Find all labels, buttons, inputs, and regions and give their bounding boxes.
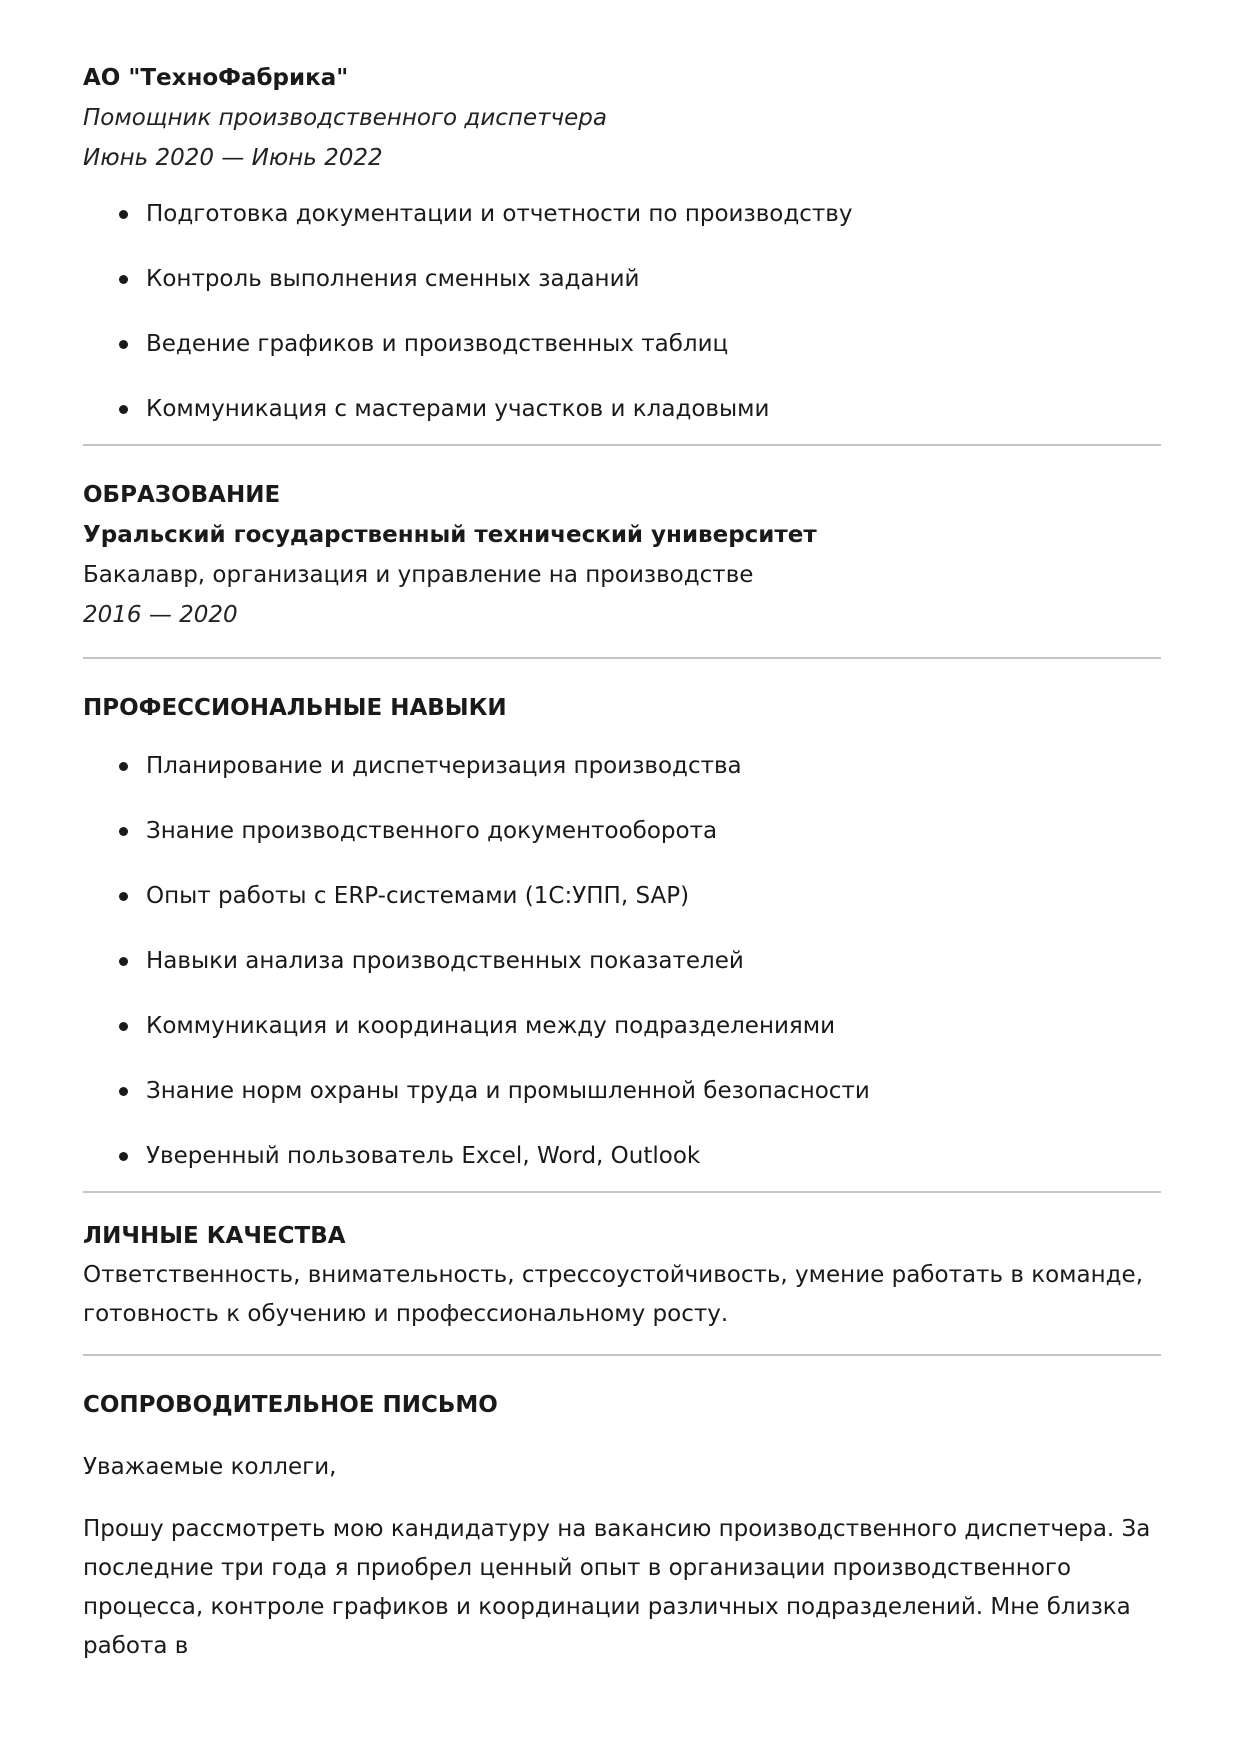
list-item: Знание норм охраны труда и промышленной безопасности — [83, 1076, 1161, 1106]
cover-letter-title: СОПРОВОДИТЕЛЬНОЕ ПИСЬМО — [83, 1392, 498, 1418]
list-item: Контроль выполнения сменных заданий — [83, 264, 1161, 294]
list-item: Уверенный пользователь Excel, Word, Outlook — [83, 1141, 1161, 1171]
bullet-icon — [119, 957, 128, 966]
education-period: 2016 — 2020 — [83, 602, 238, 628]
list-item: Знание производственного документооборота — [83, 816, 1161, 846]
education-title: ОБРАЗОВАНИЕ — [83, 482, 281, 508]
list-item: Навыки анализа производственных показателей — [83, 946, 1161, 976]
job-position: Помощник производственного диспетчера — [83, 105, 607, 131]
bullet-icon — [119, 340, 128, 349]
education-institution: Уральский государственный технический университет — [83, 522, 817, 548]
personal-text: Ответственность, внимательность, стрессоустойчивость, умение работать в команде, готовность к обучению и профессиональному росту. — [83, 1262, 1143, 1327]
skills-title: ПРОФЕССИОНАЛЬНЫЕ НАВЫКИ — [83, 695, 507, 721]
list-item: Коммуникация с мастерами участков и кладовыми — [83, 394, 1161, 424]
bullet-icon — [119, 1152, 128, 1161]
personal-title: ЛИЧНЫЕ КАЧЕСТВА — [83, 1223, 346, 1249]
list-item: Опыт работы с ERP-системами (1С:УПП, SAP) — [83, 881, 1161, 911]
list-item: Планирование и диспетчеризация производства — [83, 751, 1161, 781]
bullet-icon — [119, 405, 128, 414]
skills-list — [83, 751, 1161, 1171]
experience-section — [83, 58, 1161, 424]
bullet-icon — [119, 827, 128, 836]
bullet-icon — [119, 1022, 128, 1031]
cover-letter-body: Прошу рассмотреть мою кандидатуру на вакансию производственного диспетчера. За последние три года я приобрел ценный опыт в организации производственного процесса, контроле графиков и координации различных подразделений. Мне близка работа в — [83, 1516, 1151, 1659]
company-name: АО "ТехноФабрика" — [83, 65, 349, 91]
bullet-icon — [119, 892, 128, 901]
cover-letter-section — [83, 1356, 1161, 1666]
job-period: Июнь 2020 — Июнь 2022 — [83, 145, 383, 171]
duties-list — [83, 199, 1161, 424]
list-item: Подготовка документации и отчетности по производству — [83, 199, 1161, 229]
personal-section — [83, 1193, 1161, 1354]
cover-letter-greeting: Уважаемые коллеги, — [83, 1454, 337, 1480]
bullet-icon — [119, 275, 128, 284]
bullet-icon — [119, 762, 128, 771]
education-degree: Бакалавр, организация и управление на производстве — [83, 562, 754, 588]
list-item: Ведение графиков и производственных таблиц — [83, 329, 1161, 359]
list-item: Коммуникация и координация между подразделениями — [83, 1011, 1161, 1041]
bullet-icon — [119, 1087, 128, 1096]
education-section — [83, 446, 1161, 657]
skills-section — [83, 659, 1161, 1171]
bullet-icon — [119, 210, 128, 219]
